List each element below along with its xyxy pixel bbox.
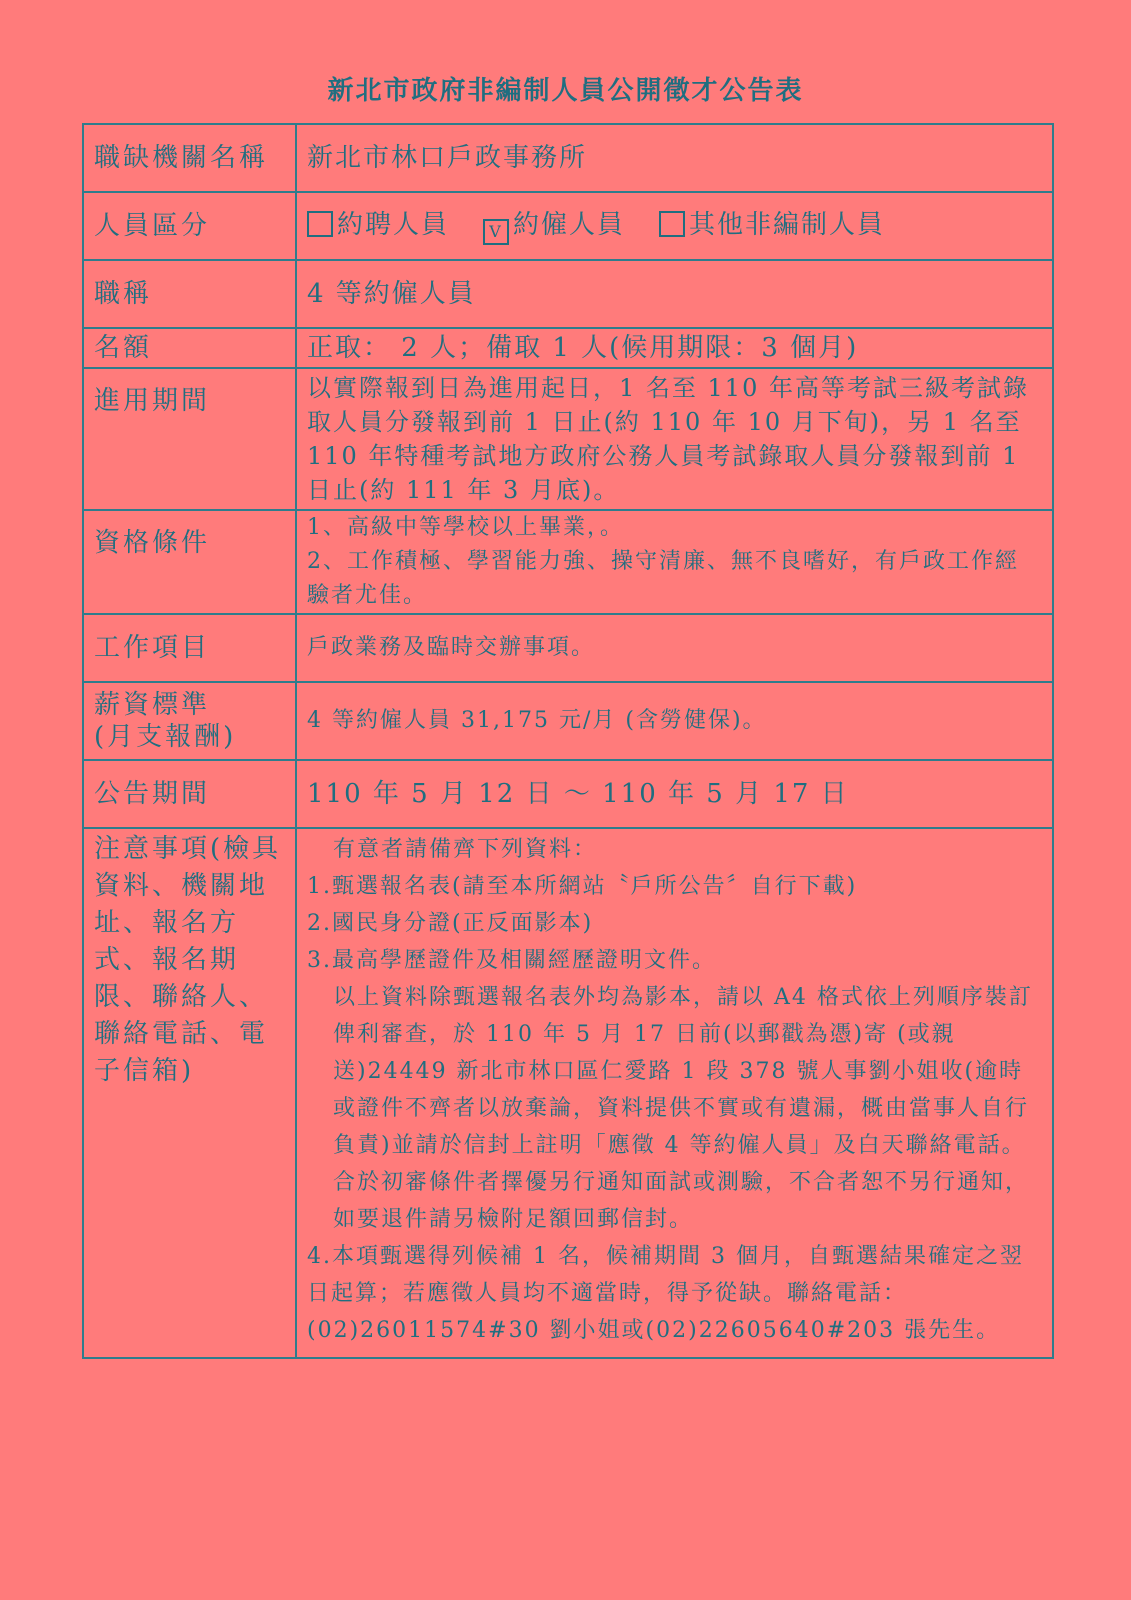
- qualification-label: 資格條件: [83, 510, 296, 614]
- notes-content: [296, 828, 1053, 1358]
- row-quota: [83, 328, 1053, 368]
- row-category: [83, 192, 1053, 260]
- agency-label: 職缺機關名稱: [83, 124, 296, 192]
- option-contract-label: 約聘人員: [337, 209, 450, 240]
- job-title-value: 4 等約僱人員: [296, 260, 1053, 328]
- notes-intro: 有意者請備齊下列資料：: [333, 837, 598, 862]
- period-label: 進用期間: [83, 368, 296, 510]
- notes-label: 注意事項(檢具資料、機關地址、報名方式、報名期限、聯絡人、聯絡電話、電子信箱): [83, 828, 296, 1358]
- qualification-item: 2、工作積極、學習能力強、操守清廉、無不良嗜好，有戶政工作經驗者尤佳。: [307, 549, 1019, 608]
- notes-item-2: 2.國民身分證(正反面影本): [307, 911, 594, 936]
- salary-label-line1: 薪資標準: [94, 690, 211, 720]
- row-salary: [83, 682, 1053, 760]
- job-title-label: 職稱: [83, 260, 296, 328]
- salary-label: [83, 682, 296, 760]
- announce-period-label: 公告期間: [83, 760, 296, 828]
- period-value: 以實際報到日為進用起日，1 名至 110 年高等考試三級考試錄取人員分發報到前 1 日止(約 110 年 10 月下旬)，另 1 名至 110 年特種考試地方政府公務人員考試錄取人員分發報到前 1 日止(約 111 年 3 月底)。: [296, 368, 1053, 510]
- notes-item-3: 3.最高學歷證件及相關經歷證明文件。: [307, 948, 716, 973]
- row-work-items: [83, 614, 1053, 682]
- row-job-title: [83, 260, 1053, 328]
- agency-value: 新北市林口戶政事務所: [296, 124, 1053, 192]
- notes-item-4: 4.本項甄選得列候補 1 名，候補期間 3 個月，自甄選結果確定之翌日起算；若應徵人員均不適當時，得予從缺。聯絡電話：(02)26011574#30 劉小姐或(02)22605640#203 張先生。: [307, 1244, 1024, 1343]
- announce-period-value: 110 年 5 月 12 日 ～ 110 年 5 月 17 日: [296, 760, 1053, 828]
- row-notes: [83, 828, 1053, 1358]
- row-agency: [83, 124, 1053, 192]
- notes-item-3-detail: 以上資料除甄選報名表外均為影本，請以 A4 格式依上列順序裝訂俾利審查，於 110 年 5 月 17 日前(以郵戳為憑)寄 (或親送)24449 新北市林口區仁愛路 1 段 378 號人事劉小姐收(逾時或證件不齊者以放棄論，資料提供不實或有遺漏，概由當事人自行負責)並請於信封上註明「應徵 4 等約僱人員」及白天聯絡電話。合於初審條件者擇優另行通知面試或測驗，不合者恕不另行通知，如要退件請另檢附足額回郵信封。: [333, 985, 1033, 1232]
- row-period: [83, 368, 1053, 510]
- row-announce-period: [83, 760, 1053, 828]
- checkbox-contract: [307, 211, 333, 237]
- salary-label-line2: (月支報酬): [94, 722, 237, 752]
- option-temporary-label: 約僱人員: [513, 209, 626, 240]
- work-items-label: 工作項目: [83, 614, 296, 682]
- category-options: [296, 192, 1053, 260]
- qualification-list: [296, 510, 1053, 614]
- qualification-item: 1、高級中等學校以上畢業，。: [307, 515, 624, 540]
- quota-value: 正取： 2 人；備取 1 人(候用期限：3 個月): [296, 328, 1053, 368]
- quota-label: 名額: [83, 328, 296, 368]
- recruitment-table: [82, 123, 1054, 1359]
- row-qualification: [83, 510, 1053, 614]
- option-other-label: 其他非編制人員: [689, 209, 886, 240]
- checkbox-temporary: V: [483, 219, 509, 245]
- notes-item-1: 1.甄選報名表(請至本所網站〝戶所公告〞自行下載): [307, 874, 858, 899]
- work-items-value: 戶政業務及臨時交辦事項。: [296, 614, 1053, 682]
- salary-value: 4 等約僱人員 31,175 元/月 (含勞健保)。: [296, 682, 1053, 760]
- checkbox-other: [659, 211, 685, 237]
- category-label: 人員區分: [83, 192, 296, 260]
- page-title: 新北市政府非編制人員公開徵才公告表: [327, 76, 804, 106]
